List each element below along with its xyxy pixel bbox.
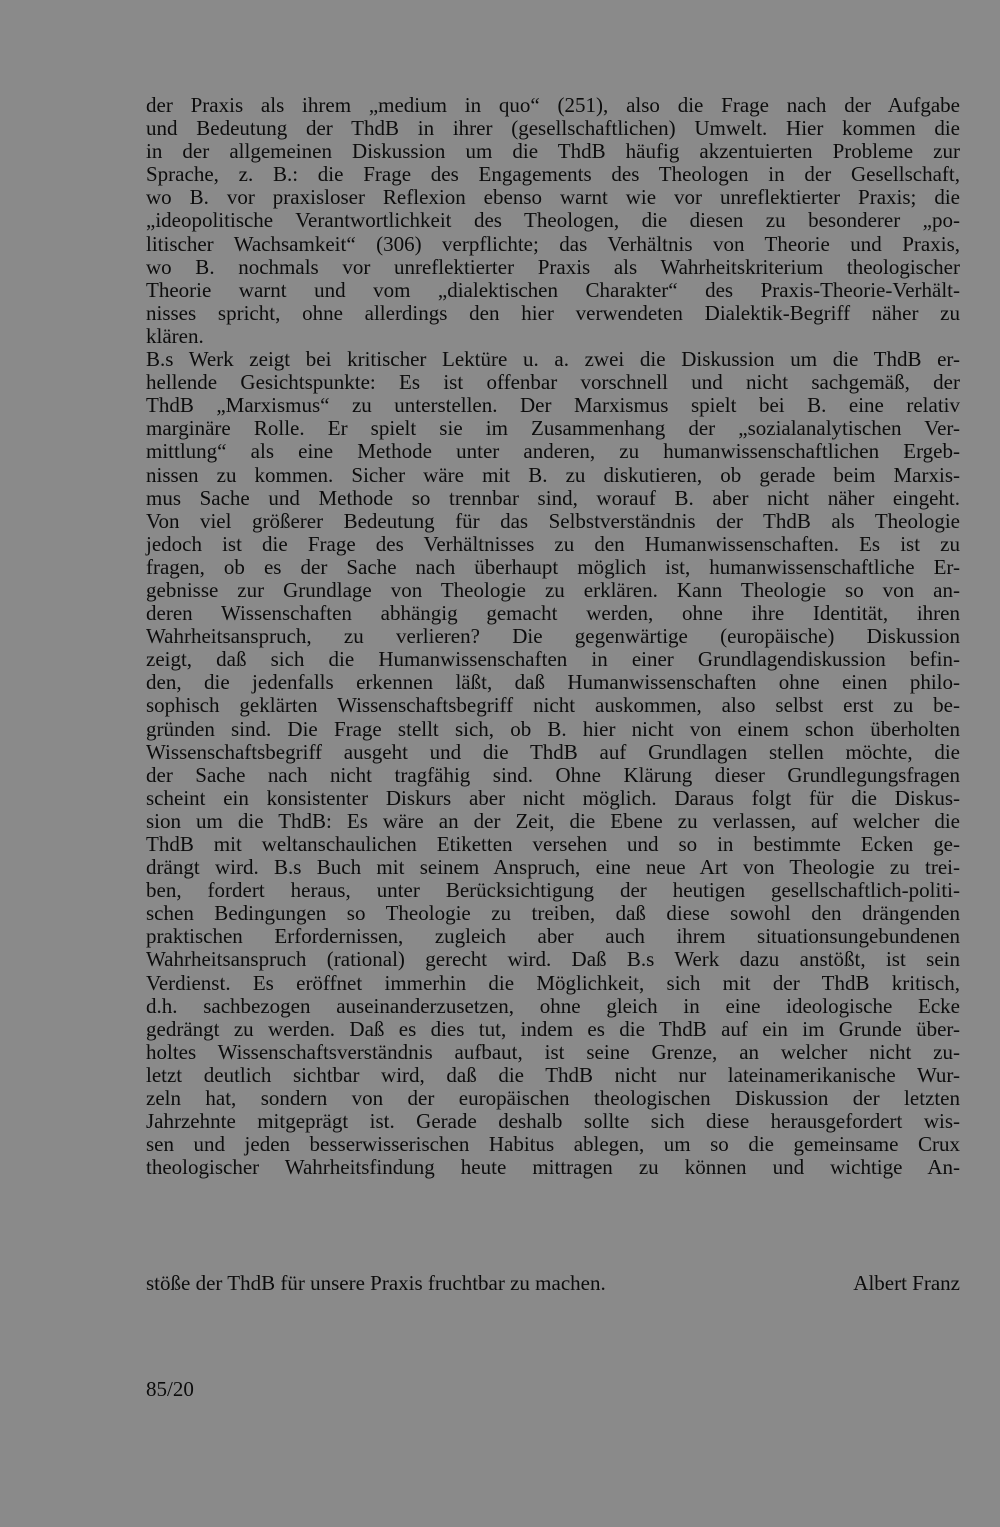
text-line: schen Bedingungen so Theologie zu treiben, daß diese sowohl den drängenden: [146, 901, 960, 926]
text-line: [146, 1226, 960, 1249]
text-line: Wahrheitsanspruch, zu verlieren? Die gegenwärtige (europäische) Diskussion: [146, 624, 960, 649]
text-line: Jahrzehnte mitgeprägt ist. Gerade deshalb sollte sich diese herausgefordert wis-: [146, 1109, 960, 1134]
text-line: praktischen Erfordernissen, zugleich aber auch ihrem situationsungebundenen: [146, 924, 960, 949]
text-line: [146, 1249, 960, 1272]
author-signature: Albert Franz: [853, 1270, 960, 1295]
text-line: Wissenschaftsbegriff ausgeht und die ThdB auf Grundlagen stellen möchte, die: [146, 739, 960, 764]
text-line: wo B. vor praxisloser Reflexion ebenso warnt wie vor unreflektierter Praxis; die: [146, 185, 960, 210]
text-line: gebnisse zur Grundlage von Theologie zu erklären. Kann Theologie so von an-: [146, 577, 960, 602]
text-line: Wahrheitsanspruch (rational) gerecht wird. Daß B.s Werk dazu anstößt, ist sein: [146, 947, 960, 972]
text-line: sen und jeden besserwisserischen Habitus ablegen, um so die gemeinsame Crux: [146, 1132, 960, 1157]
text-line: hellende Gesichtspunkte: Es ist offenbar vorschnell und nicht sachgemäß, der: [146, 370, 960, 395]
text-line: ThdB „Marxismus“ zu unterstellen. Der Marxismus spielt bei B. eine relativ: [146, 393, 960, 418]
text-line: der Sache nach nicht tragfähig sind. Ohne Klärung dieser Grundlegungsfragen: [146, 762, 960, 787]
final-sentence: stöße der ThdB für unsere Praxis fruchtbar zu machen.: [146, 1270, 606, 1295]
text-line: d.h. sachbezogen auseinanderzusetzen, ohne gleich in eine ideologische Ecke: [146, 993, 960, 1018]
text-line: deren Wissenschaften abhängig gemacht werden, ohne ihre Identität, ihren: [146, 601, 960, 626]
text-line: „ideopolitische Verantwortlichkeit des Theologen, die diesen zu besonderer „po-: [146, 208, 960, 233]
text-line: gedrängt zu werden. Daß es dies tut, indem es die ThdB auf ein im Grunde über-: [146, 1016, 960, 1041]
text-line: der Praxis als ihrem „medium in quo“ (251), also die Frage nach der Aufgabe: [146, 93, 960, 117]
text-line: Von viel größerer Bedeutung für das Selbstverständnis der ThdB als Theologie: [146, 508, 960, 533]
text-line: nisses spricht, ohne allerdings den hier verwendeten Dialektik-Begriff näher zu: [146, 300, 960, 325]
text-line: wo B. nochmals vor unreflektierter Praxis als Wahrheitskriterium theologischer: [146, 254, 960, 279]
text-line: letzt deutlich sichtbar wird, daß die ThdB nicht nur lateinamerikanische Wur-: [146, 1062, 960, 1087]
page-number: 85/20: [146, 1377, 194, 1401]
text-line: nissen zu kommen. Sicher wäre mit B. zu diskutieren, ob gerade beim Marxis-: [146, 462, 960, 487]
text-line: litischer Wachsamkeit“ (306) verpflichte; das Verhältnis von Theorie und Praxis,: [146, 231, 960, 256]
text-line: B.s Werk zeigt bei kritischer Lektüre u. a. zwei die Diskussion um die ThdB er-: [146, 347, 960, 372]
text-line: ThdB mit weltanschaulichen Etiketten versehen und so in bestimmte Ecken ge-: [146, 832, 960, 856]
closing-line: [146, 1272, 960, 1295]
text-line: fragen, ob es der Sache nach überhaupt möglich ist, humanwissenschaftliche Er-: [146, 554, 960, 579]
text-line: mittlung“ als eine Methode unter anderen, zu humanwissenschaftlichen Ergeb-: [146, 439, 960, 464]
text-line: Theorie warnt und vom „dialektischen Charakter“ des Praxis-Theorie-Verhält-: [146, 277, 960, 302]
article-body: [146, 94, 960, 1295]
text-line: drängt wird. B.s Buch mit seinem Anspruch, eine neue Art von Theologie zu trei-: [146, 855, 960, 880]
text-line: gründen sind. Die Frage stellt sich, ob B. hier nicht von einem schon überholten: [146, 716, 960, 741]
text-line: ben, fordert heraus, unter Berücksichtigung der heutigen gesellschaftlich-politi-: [146, 878, 960, 903]
text-line: und Bedeutung der ThdB in ihrer (gesellschaftlichen) Umwelt. Hier kommen die: [146, 116, 960, 141]
text-line: zeln hat, sondern von der europäischen theologischen Diskussion der letzten: [146, 1086, 960, 1111]
text-line: jedoch ist die Frage des Verhältnisses zu den Humanwissenschaften. Es ist zu: [146, 531, 960, 556]
text-line: Sprache, z. B.: die Frage des Engagements des Theologen in der Gesellschaft,: [146, 162, 960, 187]
text-line: den, die jedenfalls erkennen läßt, daß Humanwissenschaften ohne einen philo-: [146, 670, 960, 695]
text-line: sophisch geklärten Wissenschaftsbegriff nicht auskommen, also selbst erst zu be-: [146, 693, 960, 718]
text-line: marginäre Rolle. Er spielt sie im Zusammenhang der „sozialanalytischen Ver-: [146, 416, 960, 441]
text-line: klären.: [146, 323, 204, 348]
text-line: holtes Wissenschaftsverständnis aufbaut, ist seine Grenze, an welcher nicht zu-: [146, 1039, 960, 1064]
text-line: Verdienst. Es eröffnet immerhin die Möglichkeit, sich mit der ThdB kritisch,: [146, 970, 960, 995]
text-line: [146, 1203, 960, 1226]
text-line: theologischer Wahrheitsfindung heute mittragen zu können und wichtige An-: [146, 1155, 960, 1180]
text-line: zeigt, daß sich die Humanwissenschaften in einer Grundlagendiskussion befin-: [146, 647, 960, 672]
text-line: sion um die ThdB: Es wäre an der Zeit, die Ebene zu verlassen, auf welcher die: [146, 808, 960, 833]
text-line: in der allgemeinen Diskussion um die ThdB häufig akzentuierten Probleme zur: [146, 139, 960, 164]
text-line: mus Sache und Methode so trennbar sind, worauf B. aber nicht näher eingeht.: [146, 485, 960, 510]
text-line: [146, 1179, 960, 1202]
text-line: scheint ein konsistenter Diskurs aber nicht möglich. Daraus folgt für die Diskus-: [146, 785, 960, 810]
